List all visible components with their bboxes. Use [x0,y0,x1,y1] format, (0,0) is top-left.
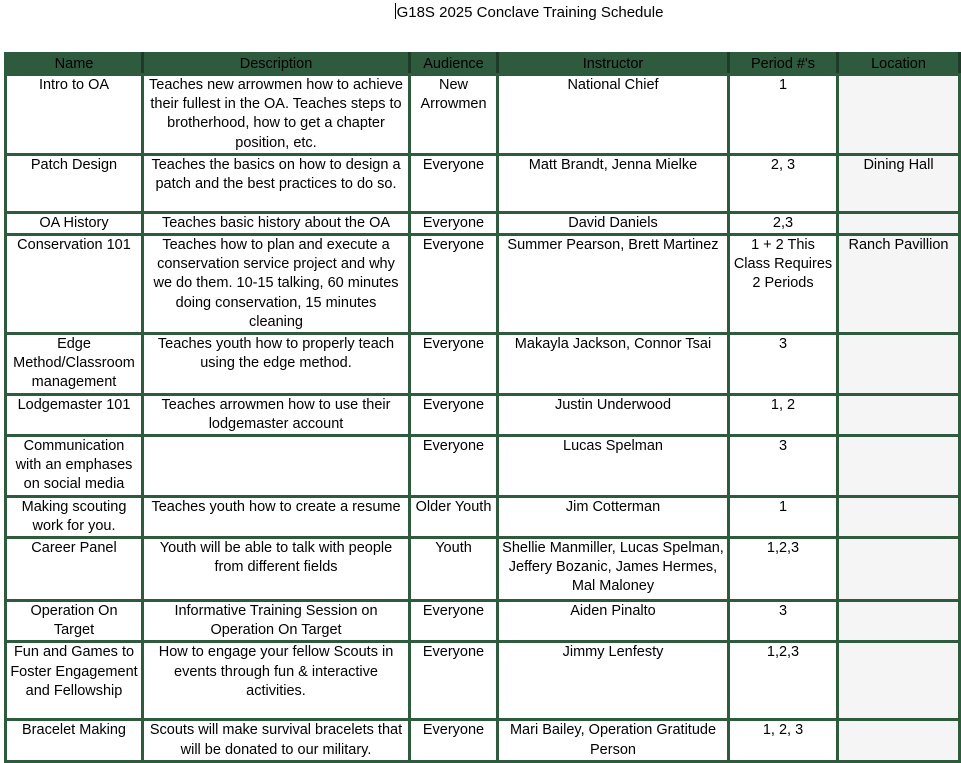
cell-audience: Everyone [410,642,498,720]
cell-description: How to engage your fellow Scouts in events through fun & interactive activities. [143,642,410,720]
cell-period: 3 [729,334,838,395]
table-header [6,54,960,75]
cell-location [838,436,960,497]
header-period: Period #'s [729,54,838,75]
cell-description: Informative Training Session on Operation On Target [143,601,410,642]
page-title-text: G18S 2025 Conclave Training Schedule [396,4,664,21]
cell-instructor: Aiden Pinalto [498,601,729,642]
cell-period: 1,2,3 [729,642,838,720]
cell-instructor: Makayla Jackson, Connor Tsai [498,334,729,395]
page-title [0,3,961,23]
cell-instructor: Summer Pearson, Brett Martinez [498,235,729,334]
cell-name: Bracelet Making [6,720,143,761]
table-row [6,334,960,395]
cell-instructor: Shellie Manmiller, Lucas Spelman, Jeffery Bozanic, James Hermes, Mal Maloney [498,538,729,601]
table-row [6,394,960,435]
cell-location [838,538,960,601]
table-row [6,538,960,601]
cell-instructor: Mari Bailey, Operation Gratitude Person [498,720,729,761]
cell-name: Conservation 101 [6,235,143,334]
cell-location [838,75,960,155]
cell-description: Scouts will make survival bracelets that will be donated to our military. [143,720,410,761]
cell-audience: Everyone [410,394,498,435]
cell-description: Teaches how to plan and execute a conservation service project and why we do them. 10-15 talking, 60 minutes doing conservation, 15 minutes cleaning [143,235,410,334]
cell-audience: New Arrowmen [410,75,498,155]
cell-period: 1,2,3 [729,538,838,601]
cell-name: OA History [6,212,143,234]
cell-period: 2, 3 [729,154,838,212]
header-location: Location [838,54,960,75]
cell-description: Teaches arrowmen how to use their lodgemaster account [143,394,410,435]
table-row [6,235,960,334]
cell-name: Fun and Games to Foster Engagement and Fellowship [6,642,143,720]
cell-location [838,720,960,761]
cell-period: 1 + 2 This Class Requires 2 Periods [729,235,838,334]
cell-period: 2,3 [729,212,838,234]
table-row [6,496,960,537]
header-audience: Audience [410,54,498,75]
cell-name: Communication with an emphases on social media [6,436,143,497]
header-row [6,54,960,75]
table-row [6,75,960,155]
cell-location [838,601,960,642]
cell-description: Teaches the basics on how to design a patch and the best practices to do so. [143,154,410,212]
cell-instructor: Matt Brandt, Jenna Mielke [498,154,729,212]
cell-instructor: David Daniels [498,212,729,234]
table-row [6,601,960,642]
cell-location: Ranch Pavillion [838,235,960,334]
cell-location [838,334,960,395]
cell-name: Career Panel [6,538,143,601]
cell-description [143,436,410,497]
cell-instructor: Jimmy Lenfesty [498,642,729,720]
cell-instructor: Lucas Spelman [498,436,729,497]
cell-description: Teaches youth how to properly teach using the edge method. [143,334,410,395]
cell-audience: Everyone [410,436,498,497]
text-cursor [395,3,396,19]
cell-name: Lodgemaster 101 [6,394,143,435]
cell-name: Edge Method/Classroom management [6,334,143,395]
cell-audience: Everyone [410,235,498,334]
cell-description: Teaches new arrowmen how to achieve their fullest in the OA. Teaches steps to brotherhood, how to get a chapter position, etc. [143,75,410,155]
cell-audience: Everyone [410,334,498,395]
cell-location [838,394,960,435]
cell-name: Intro to OA [6,75,143,155]
cell-period: 1 [729,75,838,155]
table-row [6,720,960,761]
table-row [6,212,960,234]
cell-audience: Everyone [410,720,498,761]
cell-audience: Older Youth [410,496,498,537]
cell-location [838,642,960,720]
cell-instructor: Justin Underwood [498,394,729,435]
header-description: Description [143,54,410,75]
cell-audience: Everyone [410,601,498,642]
cell-description: Youth will be able to talk with people from different fields [143,538,410,601]
table-row [6,154,960,212]
cell-location: Dining Hall [838,154,960,212]
header-name: Name [6,54,143,75]
table-row [6,642,960,720]
cell-description: Teaches youth how to create a resume [143,496,410,537]
cell-name: Patch Design [6,154,143,212]
cell-name: Operation On Target [6,601,143,642]
cell-location [838,496,960,537]
header-instructor: Instructor [498,54,729,75]
cell-period: 1, 2, 3 [729,720,838,761]
cell-audience: Everyone [410,212,498,234]
table-row [6,436,960,497]
cell-instructor: Jim Cotterman [498,496,729,537]
table-body [6,75,960,762]
cell-audience: Youth [410,538,498,601]
training-schedule-table [4,52,961,763]
cell-description: Teaches basic history about the OA [143,212,410,234]
cell-location [838,212,960,234]
cell-period: 3 [729,601,838,642]
cell-period: 3 [729,436,838,497]
cell-instructor: National Chief [498,75,729,155]
cell-period: 1 [729,496,838,537]
cell-period: 1, 2 [729,394,838,435]
cell-audience: Everyone [410,154,498,212]
cell-name: Making scouting work for you. [6,496,143,537]
